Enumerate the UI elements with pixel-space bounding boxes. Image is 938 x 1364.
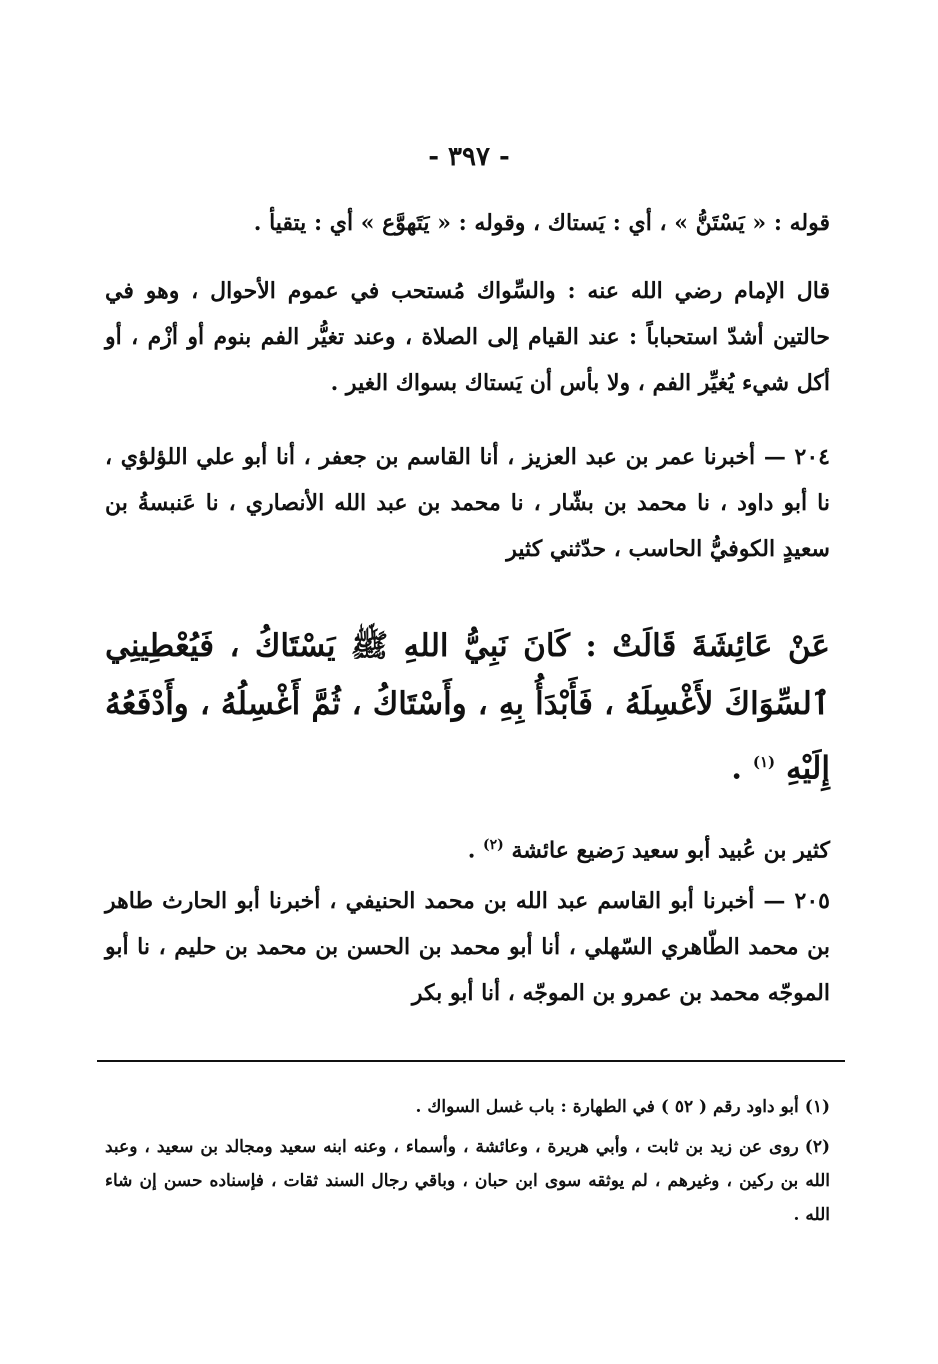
footnote-divider (97, 1060, 845, 1062)
narrator-note (105, 822, 830, 873)
footnotes (105, 1090, 830, 1238)
footnote-2-text: روى عن زيد بن ثابت ، وأبي هريرة ، وعائشة ، وأسماء ، وعنه ابنه سعيد ومجالد بن سعيد ، وعبد الله بن ركين ، وغيرهم ، لم يوثقه سوى ابن حبان ، وباقي رجال السند ثقات ، فإسناده حسن إن شاء الله . (105, 1137, 830, 1225)
footnote-1-text: أبو داود رقم ( ٥٢ ) في الطهارة : باب غسل السواك . (415, 1097, 799, 1117)
narrator-note-text: كثير بن عُبيد أبو سعيد رَضيع عائشة (511, 837, 830, 864)
narrator-note-end: . (467, 837, 484, 864)
footnote-ref-2: (٢) (483, 837, 504, 853)
footnote-ref-1: (١) (752, 753, 776, 771)
page-number: - ٣٩٧ - (428, 142, 510, 172)
footnote-1 (105, 1090, 830, 1124)
hadith-text (105, 617, 830, 797)
footnote-1-number: (١) (804, 1097, 830, 1117)
gloss-paragraph: قوله : « يَسْتَنُّ » ، أي : يَستاك ، وقوله : « يَتَهوَّع » أي : يتقيأ . (253, 210, 830, 236)
footnote-2 (105, 1130, 830, 1232)
isnad-paragraph-204: ٢٠٤ — أخبرنا عمر بن عبد العزيز ، أنا القاسم بن جعفر ، أنا أبو علي اللؤلؤي ، نا أبو داود ، نا محمد بن بشّار ، نا محمد بن عبد الله الأنصاري ، نا عَنبسةُ بن سعيدٍ الكوفيُّ الحاسب ، حدّثني كثير (105, 444, 830, 562)
hadith-body: عَنْ عَائِشَةَ قَالَتْ : كَانَ نَبِيُّ اللهِ ﷺ يَسْتَاكُ ، فَيُعْطِينِي ٱلسِّوَاكَ لأَغْسِلَهُ ، فَأَبْدَأُ بِهِ ، وأَسْتَاكُ ، ثُمَّ أَغْسِلُهُ ، وأَدْفَعُهُ إِلَيْهِ (105, 628, 830, 787)
hadith-end: . (731, 750, 753, 787)
footnote-2-number: (٢) (804, 1137, 830, 1157)
isnad-paragraph-205: ٢٠٥ — أخبرنا أبو القاسم عبد الله بن محمد الحنيفي ، أخبرنا أبو الحارث طاهر بن محمد الطّاهري السّهلي ، أنا أبو محمد بن الحسن بن محمد بن حليم ، نا أبو الموجّه محمد بن عمرو بن الموجّه ، أنا أبو بكر (105, 888, 830, 1006)
imam-comment-paragraph: قال الإمام رضي الله عنه : والسِّواك مُستحب في عموم الأحوال ، وهو في حالتين أشدّ استحباباً : عند القيام إلى الصلاة ، وعند تغيُّر الفم بنوم أو أزْم ، أو أكل شيء يُغيِّر الفم ، ولا بأس أن يَستاك بسواك الغير . (105, 278, 830, 396)
